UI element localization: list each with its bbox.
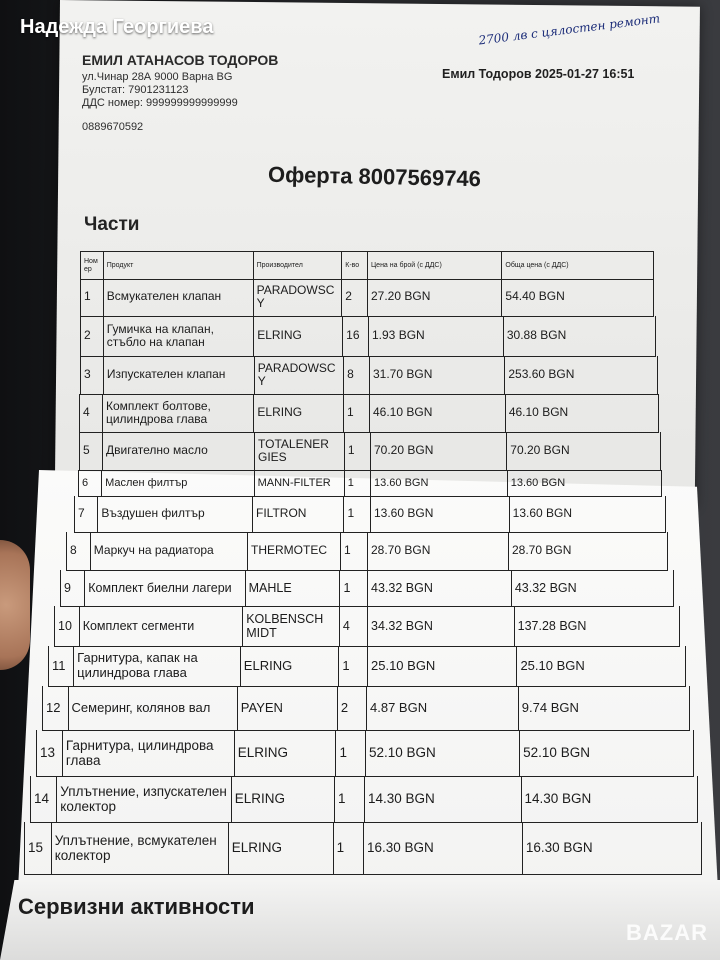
cell-manufacturer: ELRING <box>234 730 336 776</box>
cell-product: Уплътнение, всмукателен колектор <box>51 822 228 874</box>
parts-section-title: Части <box>84 214 140 235</box>
cell-total-price: 52.10 BGN <box>519 730 693 776</box>
cell-product: Комплект болтове, цилиндрова глава <box>102 394 253 432</box>
cell-number: 5 <box>83 443 90 458</box>
paper-footer-area <box>0 880 720 960</box>
cell-quantity: 1 <box>344 470 370 496</box>
cell-product: Уплътнение, изпускателен колектор <box>56 776 230 822</box>
cell-number: 3 <box>84 367 91 382</box>
cell-total-price: 13.60 BGN <box>509 496 665 532</box>
cell-manufacturer: KOLBENSCH MIDT <box>242 606 339 646</box>
company-bulstat: Булстат: 7901231123 <box>82 84 189 96</box>
cell-manufacturer: TOTALENER GIES <box>254 432 344 470</box>
cell-unit-price: 4.87 BGN <box>366 686 518 730</box>
cell-number: 15 <box>28 840 44 856</box>
table-row <box>79 432 661 471</box>
cell-quantity: 2 <box>341 278 367 316</box>
cell-product: Двигателно масло <box>102 432 254 470</box>
table-row <box>42 686 690 731</box>
table-row <box>66 532 668 571</box>
cell-number: 14 <box>34 791 50 807</box>
cell-total-price: 16.30 BGN <box>522 822 701 874</box>
cell-quantity: 1 <box>335 730 365 776</box>
cell-number: 2 <box>84 328 91 343</box>
cell-quantity: 2 <box>337 686 366 730</box>
services-section-title: Сервизни активности <box>18 894 255 919</box>
cell-product: Изпускателен клапан <box>103 356 254 394</box>
company-name: ЕМИЛ АТАНАСОВ ТОДОРОВ <box>82 52 279 68</box>
company-vat: ДДС номер: 999999999999999 <box>82 97 238 109</box>
table-header-quantity: К-во <box>341 252 367 279</box>
cell-number: 7 <box>78 506 85 521</box>
table-row <box>48 646 686 687</box>
cell-quantity: 1 <box>343 496 370 532</box>
cell-number: 13 <box>40 745 56 761</box>
cell-quantity: 1 <box>339 570 367 606</box>
cell-product: Маркуч на радиатора <box>90 532 247 570</box>
company-phone: 0889670592 <box>82 121 144 133</box>
table-header-manufacturer: Производител <box>253 252 342 279</box>
table-row <box>79 394 659 433</box>
cell-unit-price: 28.70 BGN <box>367 532 508 570</box>
cell-number: 10 <box>58 619 72 633</box>
cell-product: Гарнитура, цилиндрова глава <box>62 730 234 776</box>
cell-product: Въздушен филтър <box>97 496 252 532</box>
table-row <box>60 570 674 607</box>
cell-quantity: 1 <box>343 394 369 432</box>
cell-unit-price: 25.10 BGN <box>367 646 516 686</box>
handwritten-note: 2700 лв с цялостен ремонт <box>477 11 661 48</box>
cell-unit-price: 52.10 BGN <box>365 730 519 776</box>
table-row <box>80 356 658 395</box>
cell-total-price: 46.10 BGN <box>505 394 658 432</box>
cell-total-price: 25.10 BGN <box>516 646 685 686</box>
cell-number: 4 <box>83 405 90 420</box>
cell-unit-price: 13.60 BGN <box>370 496 509 532</box>
company-address: ул.Чинар 28А 9000 Варна BG <box>82 71 233 83</box>
table-header-number: Ном ер <box>84 257 98 273</box>
cell-manufacturer: ELRING <box>231 776 334 822</box>
cell-product: Семеринг, колянов вал <box>68 686 237 730</box>
cell-product: Гарнитура, капак на цилиндрова глава <box>73 646 240 686</box>
cell-unit-price: 31.70 BGN <box>369 356 504 394</box>
table-row <box>78 470 662 497</box>
cell-total-price: 28.70 BGN <box>508 532 667 570</box>
site-watermark: BAZAR <box>626 920 708 945</box>
cell-number: 1 <box>84 289 91 304</box>
holding-finger <box>0 540 30 670</box>
poster-name[interactable]: Надежда Георгиева <box>20 16 214 38</box>
cell-number: 11 <box>52 657 66 673</box>
cell-unit-price: 14.30 BGN <box>364 776 521 822</box>
cell-product: Маслен филтър <box>101 470 253 496</box>
cell-total-price: 30.88 BGN <box>503 316 655 356</box>
cell-manufacturer: ELRING <box>253 394 343 432</box>
cell-quantity: 1 <box>340 532 367 570</box>
cell-total-price: 137.28 BGN <box>514 606 679 646</box>
cell-manufacturer: THERMOTEC <box>247 532 340 570</box>
cell-manufacturer: FILTRON <box>252 496 343 532</box>
cell-quantity: 4 <box>339 606 367 646</box>
table-row <box>80 316 656 357</box>
cell-manufacturer: PARADOWSC Y <box>254 356 343 394</box>
cell-number: 9 <box>64 581 71 595</box>
cell-manufacturer: PARADOWSC Y <box>253 278 342 316</box>
table-header-total-price: Обща цена (с ДДС) <box>501 252 653 279</box>
cell-manufacturer: PAYEN <box>237 686 337 730</box>
cell-manufacturer: MANN-FILTER <box>254 470 344 496</box>
cell-unit-price: 43.32 BGN <box>367 570 511 606</box>
cell-number: 8 <box>70 543 77 558</box>
table-row <box>74 496 666 533</box>
table-row <box>24 822 702 875</box>
cell-quantity: 8 <box>343 356 369 394</box>
table-row <box>30 776 698 823</box>
table-row <box>36 730 694 777</box>
table-header-row <box>80 251 654 280</box>
cell-quantity: 1 <box>333 822 363 874</box>
offer-meta: Емил Тодоров 2025-01-27 16:51 <box>442 67 635 81</box>
cell-unit-price: 34.32 BGN <box>367 606 514 646</box>
offer-title: Оферта 8007569746 <box>267 161 482 192</box>
cell-product: Комплект сегменти <box>79 606 242 646</box>
cell-total-price: 70.20 BGN <box>506 432 660 470</box>
cell-product: Гумичка на клапан, стъбло на клапан <box>103 316 253 356</box>
table-header-product: Продукт <box>103 252 253 279</box>
cell-quantity: 1 <box>338 646 367 686</box>
table-row <box>80 278 654 317</box>
cell-unit-price: 13.60 BGN <box>370 470 507 496</box>
cell-unit-price: 1.93 BGN <box>368 316 503 356</box>
cell-unit-price: 27.20 BGN <box>367 278 501 316</box>
cell-unit-price: 70.20 BGN <box>370 432 506 470</box>
cell-product: Комплект биелни лагери <box>84 570 244 606</box>
table-header-unit-price: Цена на брой (с ДДС) <box>367 252 501 279</box>
cell-number: 6 <box>82 476 89 489</box>
cell-total-price: 253.60 BGN <box>504 356 657 394</box>
cell-total-price: 43.32 BGN <box>511 570 673 606</box>
cell-manufacturer: MAHLE <box>245 570 340 606</box>
cell-quantity: 1 <box>334 776 364 822</box>
cell-quantity: 1 <box>344 432 370 470</box>
cell-unit-price: 16.30 BGN <box>363 822 522 874</box>
cell-total-price: 13.60 BGN <box>507 470 661 496</box>
cell-total-price: 9.74 BGN <box>518 686 689 730</box>
cell-number: 12 <box>46 699 61 715</box>
cell-total-price: 14.30 BGN <box>521 776 697 822</box>
cell-total-price: 54.40 BGN <box>501 278 653 316</box>
cell-manufacturer: ELRING <box>253 316 342 356</box>
cell-manufacturer: ELRING <box>240 646 339 686</box>
cell-manufacturer: ELRING <box>228 822 333 874</box>
cell-unit-price: 46.10 BGN <box>369 394 505 432</box>
cell-quantity: 16 <box>342 316 368 356</box>
cell-product: Всмукателен клапан <box>103 278 253 316</box>
table-row <box>54 606 680 647</box>
